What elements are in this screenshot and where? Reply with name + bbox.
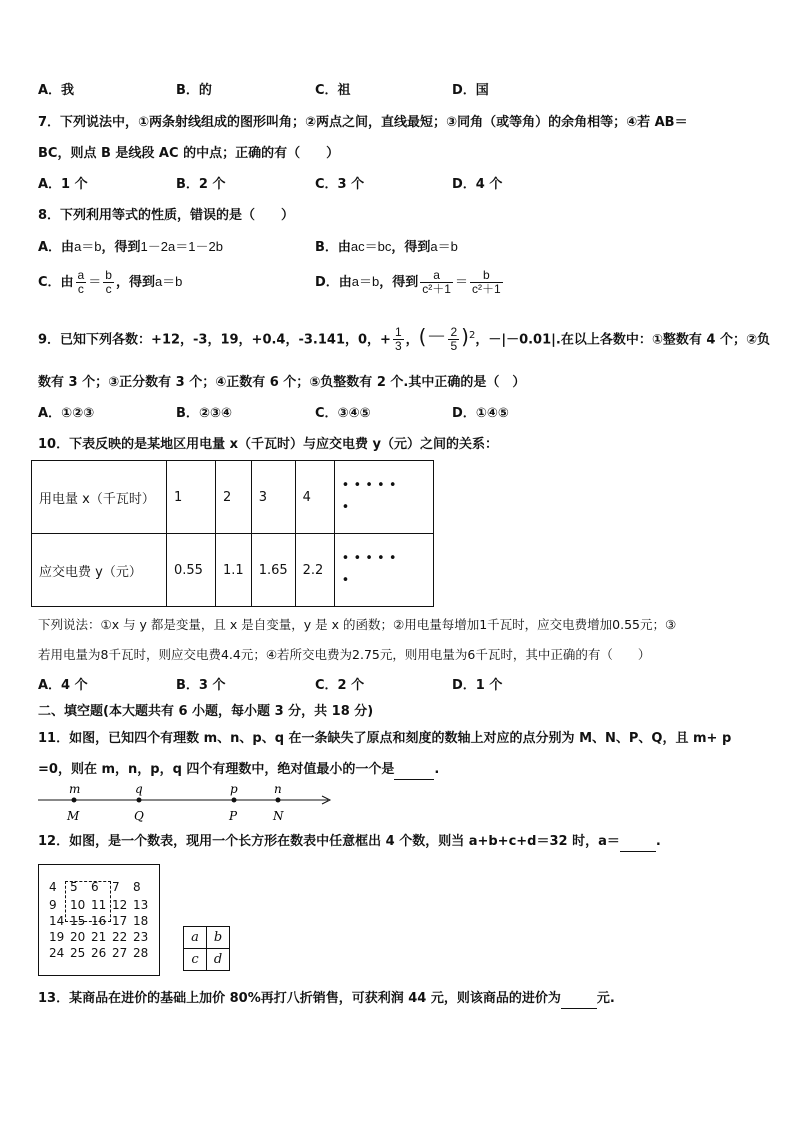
q10-statement-line2: 若用电量为8千瓦时，则应交电费4.4元；④若所交电费为2.75元，则用电量为6千瓦时，其中正确的有（ ）	[38, 647, 651, 662]
table-row	[32, 534, 434, 607]
table-row: 14 15 16 17 18	[49, 914, 149, 928]
q13-answer-blank[interactable]	[561, 990, 597, 1009]
q9-paren-close: )	[461, 324, 469, 349]
q8-b-expr2: a＝b	[430, 239, 458, 254]
q10-row2-cell: 2.2	[295, 534, 334, 607]
q10-option-d: D．1 个	[452, 678, 503, 693]
q10-row2-cell: 0.55	[167, 534, 216, 607]
q8-d-eq: ＝	[454, 275, 468, 290]
svg-text:q: q	[135, 782, 143, 796]
q6-option-a: A．我	[38, 83, 75, 98]
q10-statement-line1: 下列说法：①x 与 y 都是变量，且 x 是自变量，y 是 x 的函数；②用电量每增加1千瓦时，应交电费增加0.55元；③	[38, 617, 677, 632]
q12-dashed-frame	[65, 881, 111, 922]
q9-part1: 9．已知下列各数：+12，-3，19，+0.4，-3.141，0，+	[38, 332, 391, 348]
svg-text:n: n	[274, 782, 282, 796]
q10-table	[31, 460, 434, 607]
q10-row1-cell: 3	[251, 461, 295, 534]
q9-frac-two-fifths: $\frac{2}{5}$	[450, 325, 458, 354]
q13-stem: 13．某商品在进价的基础上加价 80%再打八折销售，可获利润 44 元，则该商品的进价为 元.	[38, 990, 615, 1009]
q9-option-a: A．①②③	[38, 406, 95, 421]
q10-option-a: A．4 个	[38, 678, 88, 693]
q9-option-d: D．①④⑤	[452, 406, 509, 421]
q7-option-a: A．1 个	[38, 177, 88, 192]
q9-part3: ，－|－0.01|.在以上各数中：①整数有 4 个；②负	[475, 332, 770, 348]
q10-row2-dots: • • • • • •	[334, 534, 433, 607]
q9-paren-open: (－	[418, 324, 447, 349]
q10-row1-dots: • • • • • •	[334, 461, 433, 534]
q12-abcd-box	[183, 926, 230, 971]
section2-title: 二、填空题(本大题共有 6 小题，每小题 3 分，共 18 分)	[38, 704, 374, 719]
q8-d-frac2: $\frac{b}{\text{c²＋1}}$	[471, 268, 501, 296]
q10-row2-cell: 1.1	[216, 534, 252, 607]
q8-c-label: C．由	[38, 275, 74, 290]
svg-text:m: m	[69, 782, 81, 796]
q12-stem: 12．如图，是一个数表，现用一个长方形在数表中任意框出 4 个数，则当 a+b+c+d＝32 时，a＝ .	[38, 833, 661, 852]
q8-d-mid: ，得到	[379, 275, 419, 290]
q8-c-expr2: a＝b	[154, 274, 183, 289]
q12-answer-blank[interactable]	[620, 833, 656, 852]
q10-stem: 10．下表反映的是某地区用电量 x（千瓦时）与应交电费 y（元）之间的关系：	[38, 437, 499, 452]
q8-d-expr1: a＝b	[351, 274, 380, 289]
q9-stem-line2: 数有 3 个；③正分数有 3 个；④正数有 6 个；⑤负整数有 2 个.其中正确的是（ ）	[38, 375, 526, 390]
q11-stem-line2: =0，则在 m，n，p，q 四个有理数中，绝对值最小的一个是 .	[38, 761, 439, 780]
cell-c: c	[184, 949, 207, 971]
point-p	[228, 782, 238, 823]
q8-a-label: A．由	[38, 240, 75, 255]
q7-stem-line1: 7．下列说法中，①两条射线组成的图形叫角；②两点之间，直线最短；③同角（或等角）的余角相等；④若 AB＝	[38, 115, 688, 130]
q9-option-c: C．③④⑤	[315, 406, 371, 421]
svg-text:Q: Q	[134, 809, 144, 823]
q9-exponent: 2	[468, 330, 476, 341]
q8-d-frac1: $\frac{a}{\text{c²＋1}}$	[422, 268, 451, 296]
q7-option-c: C．3 个	[315, 177, 365, 192]
q7-stem-line2: BC，则点 B 是线段 AC 的中点；正确的有（ ）	[38, 146, 340, 161]
cell-b: b	[207, 927, 230, 949]
svg-text:p: p	[230, 782, 238, 796]
q7-option-d: D．4 个	[452, 177, 503, 192]
q8-option-b	[315, 238, 458, 257]
q8-c-frac2: $\frac{b}{c}$	[105, 268, 112, 296]
q8-b-label: B．由	[315, 240, 351, 255]
table-row	[184, 949, 230, 971]
q8-stem: 8．下列利用等式的性质，错误的是（ ）	[38, 208, 295, 223]
q7-option-b: B．2 个	[176, 177, 226, 192]
q8-option-a	[38, 238, 223, 257]
svg-text:M: M	[67, 809, 80, 823]
q11-number-line	[36, 782, 336, 824]
q9-option-b: B．②③④	[176, 406, 232, 421]
q10-row1-cell: 4	[295, 461, 334, 534]
q10-row2-cell: 1.65	[251, 534, 295, 607]
point-n	[272, 782, 284, 823]
q9-frac-one-third: $\frac{1}{3}$	[394, 325, 402, 354]
q10-row1-cell: 1	[167, 461, 216, 534]
table-row	[184, 927, 230, 949]
q6-option-d: D．国	[452, 83, 489, 98]
table-row: 24 25 26 27 28	[49, 946, 149, 960]
q8-a-mid: ，得到	[101, 240, 141, 255]
q10-row1-cell: 2	[216, 461, 252, 534]
cell-d: d	[207, 949, 230, 971]
q8-b-expr1: ac＝bc	[350, 239, 392, 254]
q9-stem-line1	[38, 318, 770, 358]
q10-row1-label: 用电量 x（千瓦时）	[32, 461, 167, 534]
q8-c-eq: ＝	[88, 275, 102, 290]
table-row	[32, 461, 434, 534]
q6-option-b: B．的	[176, 83, 212, 98]
q10-row2-label: 应交电费 y（元）	[32, 534, 167, 607]
point-q	[134, 782, 144, 823]
q10-option-c: C．2 个	[315, 678, 365, 693]
point-m	[66, 782, 80, 823]
q11-answer-blank[interactable]	[394, 761, 434, 780]
q8-b-mid: ，得到	[391, 240, 431, 255]
table-row: 19 20 21 22 23	[49, 930, 149, 944]
q8-a-expr1: a＝b	[74, 239, 102, 254]
q8-c-frac1: $\frac{a}{c}$	[77, 268, 85, 296]
q8-c-mid: ，得到	[115, 275, 155, 290]
q8-option-d	[315, 266, 505, 299]
svg-text:N: N	[273, 809, 284, 823]
table-row: 9 10 11 12 13	[49, 898, 149, 912]
q8-option-c	[38, 266, 182, 299]
q8-a-expr2: 1－2a＝1－2b	[140, 239, 223, 254]
q8-d-label: D．由	[315, 275, 352, 290]
q11-stem-line1: 11．如图，已知四个有理数 m、n、p、q 在一条缺失了原点和刻度的数轴上对应的点分别为 M、N、P、Q，且 m+ p	[38, 731, 732, 746]
svg-text:P: P	[229, 809, 238, 823]
q6-option-c: C．祖	[315, 83, 351, 98]
cell-a: a	[184, 927, 207, 949]
q10-option-b: B．3 个	[176, 678, 226, 693]
q9-part2: ，	[405, 332, 419, 348]
table-row: 4 5 6 7 8	[49, 880, 141, 894]
